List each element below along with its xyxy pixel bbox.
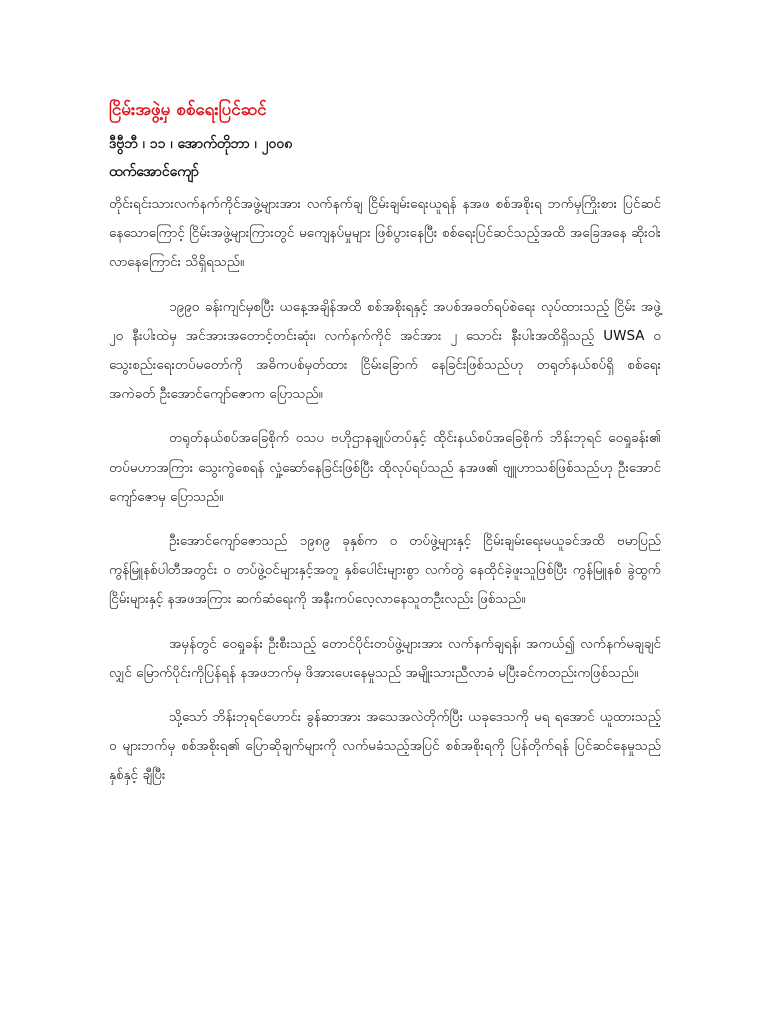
- article-paragraph: ဦးအောင်ကျော်ဇောသည် ၁၉၈၉ ခုနှစ်က ဝ တပ်ဖွဲ့များနှင့် ငြိမ်းချမ်းရေးမယူခင်အထိ ဗမာပြည် ကွန်မြူနစ်ပါတီအတွင်း ဝ တပ်ဖွဲ့ဝင်များနှင့်အတူ နှစ်ပေါင်းများစွာ လက်တွဲ နေထိုင်ခဲ့ဖူးသူဖြစ်ပြီး ကွန်မြူနစ် ခွဲထွက် ငြိမ်းများနှင့် နအဖအကြား ဆက်ဆံရေးကို အနီးကပ်လေ့လာနေသူတဦးလည်း ဖြစ်သည်။: [109, 533, 661, 608]
- article-paragraph: တိုင်းရင်းသားလက်နက်ကိုင်အဖွဲ့များအား လက်နက်ချ ငြိမ်းချမ်းရေးယူရန် နအဖ စစ်အစိုးရ ဘက်မှကြိုးစား ပြင်ဆင်နေသောကြောင့် ငြိမ်းအဖွဲ့များကြားတွင် မကျေနပ်မှုများ ဖြစ်ပွားနေပြီး စစ်ရေးပြင်ဆင်သည့်အထိ အခြေအနေ ဆိုးဝါးလာနေကြောင်း သိရှိရသည်။: [109, 196, 661, 271]
- article-body: [109, 190, 661, 806]
- article-dateline: ဒီဗွီဘီ ၊ ၁၁ ၊ အောက်တိုဘာ ၊ ၂၀၀၈: [109, 136, 293, 152]
- article-paragraph: အမှန်တွင် ဝေရှုခန်း ဦးစီးသည့် တောင်ပိုင်းတပ်ဖွဲ့များအား လက်နက်ချရန်၊ အကယ်၍ လက်နက်မချချင်လျှင် မြောက်ပိုင်းကိုပြန်ရန် နအဖဘက်မှ ဖိအားပေးနေမှုသည် အမျိုးသားညီလာခံ မပြီးခင်ကတည်းကဖြစ်သည်။: [109, 635, 661, 681]
- article-paragraph: ၁၉၉၀ ခန်းကျင်မှစပြီး ယနေ့အချိန်အထိ စစ်အစိုးရနှင့် အပစ်အခတ်ရပ်စဲရေး လုပ်ထားသည့် ငြိမ်း အဖွဲ့ ၂၀ နီးပါးထဲမှ အင်အားအတောင့်တင်းဆုံး၊ လက်နက်ကိုင် အင်အား ၂ သောင်း နီးပါးအထိရှိသည့် UWSA ဝသွေးစည်းရေးတပ်မတော်ကို အဓိကပစ်မှတ်ထား ငြိမ်းခြောက် နေခြင်းဖြစ်သည်ဟု တရုတ်နယ်စပ်ရှိ စစ်ရေးအကဲခတ် ဦးအောင်ကျော်ဇောက ပြောသည်။: [109, 298, 661, 403]
- article-headline: ငြိမ်းအဖွဲ့မှ စစ်ရေးပြင်ဆင်: [109, 100, 267, 120]
- article-paragraph: တရုတ်နယ်စပ်အခြေစိုက် ဝသပ ဗဟိုဌာနချုပ်တပ်နှင့် ထိုင်းနယ်စပ်အခြေစိုက် ဘိန်းဘုရင် ဝေရှုခန်း၏ တပ်မဟာအကြား သွေးကွဲစေရန် လှုံ့ဆော်နေခြင်းဖြစ်ပြီး ထိုလုပ်ရပ်သည် နအဖ၏ ဗျူဟာသစ်ဖြစ်သည်ဟု ဦးအောင်ကျော်ဇောမှ ပြောသည်။: [109, 430, 661, 505]
- article-byline: ထက်အောင်ကျော်: [109, 164, 199, 180]
- article-paragraph: သို့သော် ဘိန်းဘုရင်ဟောင်း ခွန်ဆာအား အသေအလဲတိုက်ပြီး ယခုဒေသကို မရ ရအောင် ယူထားသည့် ဝ များဘက်မှ စစ်အစိုးရ၏ ပြောဆိုချက်များကို လက်မခံသည့်အပြင် စစ်အစိုးရကို ပြန်တိုက်ရန် ပြင်ဆင်နေမှုသည် နှစ်နှင့် ချီပြီး: [109, 709, 661, 784]
